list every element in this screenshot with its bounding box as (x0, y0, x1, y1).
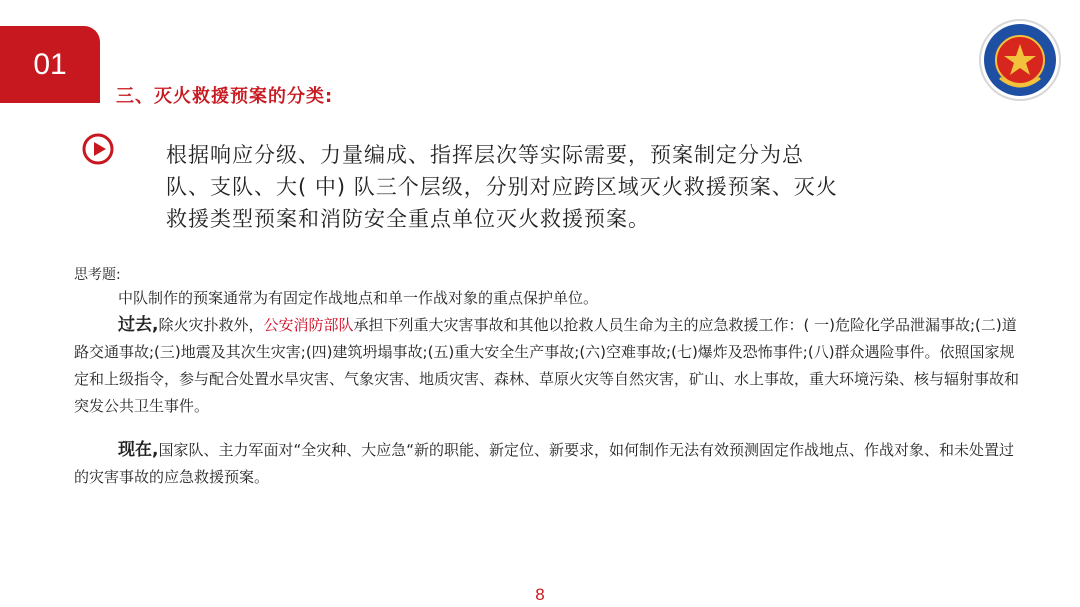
fire-rescue-emblem-icon (978, 18, 1062, 102)
now-text: 国家队、主力军面对“全灾种、大应急“新的职能、新定位、新要求，如何制作无法有效预测固定作战地点、作战对象、和未处置过的灾害事故的应急救援预案。 (74, 441, 1015, 486)
past-text-before: 除火灾扑救外， (158, 316, 264, 334)
past-label: 过去, (118, 315, 159, 335)
past-highlight: 公安消防部队 (263, 316, 354, 334)
past-paragraph (74, 312, 1024, 420)
section-number: 01 (33, 48, 67, 81)
page-number: 8 (535, 585, 545, 604)
thinking-line-1: 中队制作的预案通常为有固定作战地点和单一作战对象的重点保护单位。 (118, 289, 599, 307)
thinking-title: 思考题: (74, 267, 121, 283)
past-text-after: 承担下列重大灾害事故和其他以抢救人员生命为主的应急救援工作：( 一)危险化学品泄漏事故;(二)道路交通事故;(三)地震及其次生灾害;(四)建筑坍塌事故;(五)重大安全生产事故;(六)空难事故;(七)爆炸及恐怖事件;(八)群众遇险事件。依照国家规定和上级指令，参与配合处置水旱灾害、气象灾害、地质灾害、森林、草原火灾等自然灾害，矿山、水上事故，重大环境污染、核与辐射事故和突发公共卫生事件。 (74, 316, 1020, 415)
section-title: 三、灭火救援预案的分类: (116, 86, 334, 107)
play-circle-icon (82, 133, 114, 165)
section-number-tab (0, 26, 100, 103)
now-label: 现在, (118, 440, 159, 460)
now-paragraph (74, 437, 1024, 491)
intro-text: 根据响应分级、力量编成、指挥层次等实际需要，预案制定分为总队、支队、大( 中) 队三个层级，分别对应跨区域灭火救援预案、灭火救援类型预案和消防安全重点单位灭火救援预案。 (166, 143, 838, 231)
